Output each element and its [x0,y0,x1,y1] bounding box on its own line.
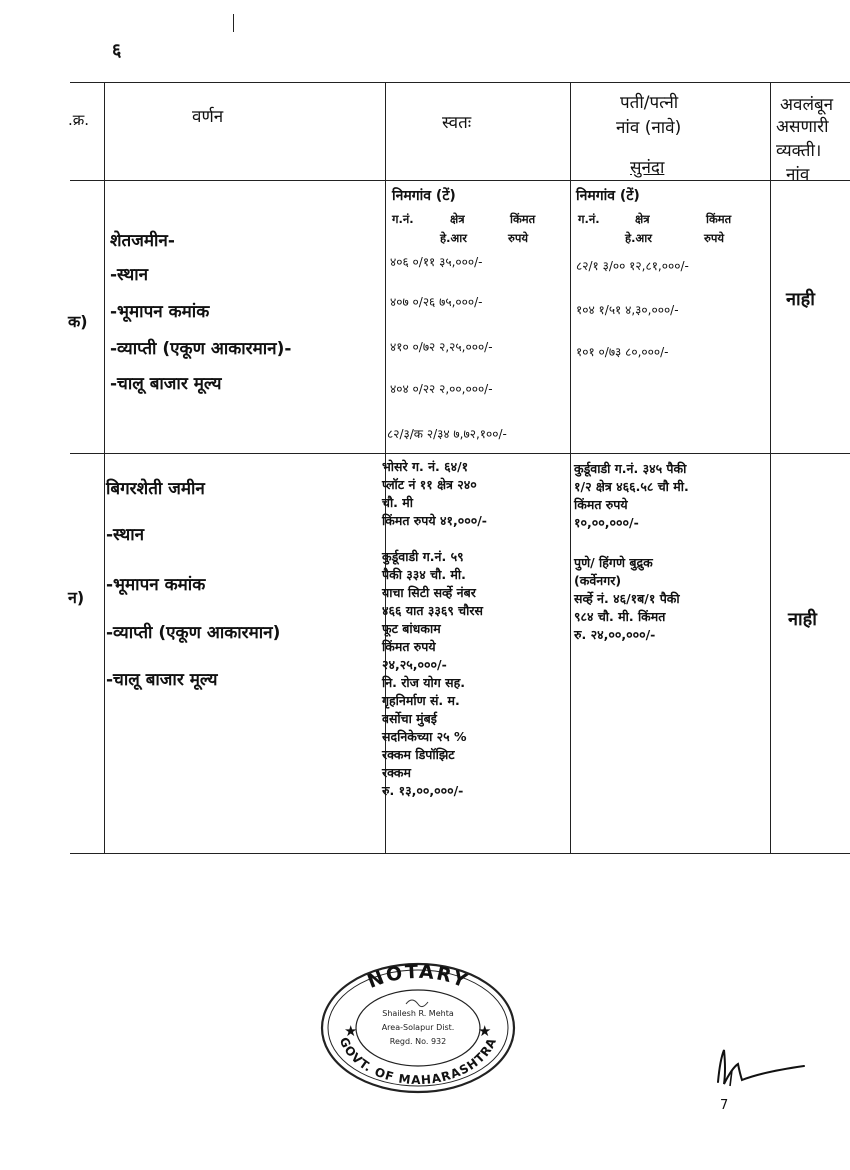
row-n-self-details [382,458,568,800]
header-dependent-line1: अवलंबून [780,95,834,115]
seal-star-icon: ★ [478,1022,492,1040]
seal-line-2: Area-Solapur Dist. [381,1023,455,1032]
row-k-self-entry: ४०४ ०/२२ २,००,०००/- [390,382,493,396]
row-n-item-extent: -व्याप्ती (एकूण आकारमान) [106,623,281,643]
row-k-self-entry: ८२/३/क २/३४ ७,७२,१००/- [387,427,507,441]
table-bottom-border [70,853,850,854]
col-divider-1 [104,82,105,853]
row-k-item-survey: -भूमापन कमांक [110,302,210,322]
row-k-item-extent: -व्याप्ती (एकूण आकारमान)- [110,339,292,359]
row-n-item-place: -स्थान [106,525,145,545]
seal-star-icon: ★ [344,1022,358,1040]
row-n-self-line: नि. रोज योग सह. [382,675,465,690]
header-index: .क्र. [68,111,90,129]
row-n-self-line: वर्सोचा मुंबई [382,711,437,726]
row-n-dependent: नाही [788,609,817,630]
row-n-self-line: फूट बांधकाम [382,621,441,636]
notary-seal [318,960,518,1095]
row-k-self-head-gn: ग.नं. [392,212,414,226]
row-k-self-head-price2: रुपये [508,231,529,245]
header-dependent-line2: असणारी [776,117,829,137]
row-k-self-entry: ४०७ ०/२६ ७५,०००/- [390,295,483,309]
row-k-self-head-price: किंमत [510,212,536,226]
row-k-index: क) [68,312,88,331]
row-n-spouse-line: सर्व्हे नं. ४६/१ब/१ पैकी [574,591,680,606]
header-spouse-name: सुनंदा [630,158,665,178]
row-n-spouse-line: ९८४ चौ. मी. किंमत [574,609,666,624]
row-n-self-line: चौ. मी [382,495,413,510]
header-description: वर्णन [192,107,224,127]
header-dependent-line4: नांव [786,165,810,185]
col-divider-3 [570,82,571,853]
row-n-self-line: रक्कम [382,765,412,780]
row-k-spouse-entry: १०१ ०/७३ ८०,०००/- [576,345,669,359]
row-n-self-line [382,530,568,548]
row-n-self-line: किंमत रुपये [382,639,436,654]
row-n-spouse-line: कुर्डूवाडी ग.नं. ३४५ पैकी [574,461,687,476]
row-n-index: न) [68,588,85,607]
row-k-item-place: -स्थान [110,265,149,285]
row-n-self-line: भोसरे ग. नं. ६४/१ [382,459,469,474]
row-n-spouse-details [574,460,768,644]
row-k-dependent: नाही [786,289,815,310]
seal-signature-scribble [406,1000,428,1007]
row-n-self-line: प्लॉट नं ११ क्षेत्र २४० [382,477,477,492]
row-n-self-line: ४६६ यात ३३६९ चौरस [382,603,483,618]
col-divider-4 [770,82,771,853]
row-n-item-survey: -भूमापन कमांक [106,575,206,595]
row-k-spouse-head-area: क्षेत्र [635,212,650,226]
seal-top-text: NOTARY [364,960,472,993]
header-spouse-line2: नांव (नावे) [616,118,682,138]
seal-line-1: Shailesh R. Mehta [382,1009,454,1018]
notary-seal-graphic [318,960,518,1095]
corner-mark: ६ [112,40,122,61]
row-k-spouse-head-price2: रुपये [704,231,725,245]
row-k-spouse-place: निमगांव (टें) [576,188,640,204]
signature [712,1040,812,1095]
row-k-bottom-border [70,453,850,454]
row-n-self-line: कुर्डूवाडी ग.नं. ५९ [382,549,464,564]
row-k-item-value: -चालू बाजार मूल्य [110,374,222,394]
page-number: 7 [720,1098,729,1113]
row-n-self-line: सदनिकेच्या २५ % [382,729,467,744]
row-k-self-head-area2: हे.आर [440,231,467,245]
row-n-self-line: याचा सिटी सर्व्हे नंबर [382,585,476,600]
row-n-spouse-line: रु. २४,००,०००/- [574,627,656,642]
seal-line-3: Regd. No. 932 [389,1037,447,1046]
row-n-self-line: २४,२५,०००/- [382,657,447,672]
row-n-self-line: किंमत रुपये ४१,०००/- [382,513,487,528]
table-top-border [70,82,850,83]
row-n-self-line: पैकी ३३४ चौ. मी. [382,567,466,582]
row-n-self-line: रक्कम डिपॉझिट [382,747,455,762]
row-k-title: शेतजमीन- [110,231,175,251]
row-n-item-value: -चालू बाजार मूल्य [106,670,218,690]
row-n-spouse-line: १/२ क्षेत्र ४६६.५८ चौ मी. [574,479,689,494]
row-k-self-head-area: क्षेत्र [450,212,465,226]
row-n-title: बिगरशेती जमीन [106,479,205,499]
header-dependent-line3: व्यक्ती। [776,141,822,161]
row-k-self-entry: ४१० ०/७२ २,२५,०००/- [390,340,493,354]
row-k-spouse-head-area2: हे.आर [625,231,652,245]
stray-mark [233,14,234,32]
seal-bottom-text: GOVT. OF MAHARASHTRA [336,1035,500,1088]
header-bottom-border [70,180,850,181]
row-k-spouse-entry: १०४ १/५१ ४,३०,०००/- [576,303,679,317]
row-n-spouse-line [574,532,768,554]
row-k-spouse-head-gn: ग.नं. [578,212,600,226]
row-k-spouse-head-price: किंमत [706,212,732,226]
svg-text:NOTARY [364,961,471,993]
row-n-spouse-line: १०,००,०००/- [574,515,639,530]
row-n-self-line: रु. १३,००,०००/- [382,783,464,798]
row-k-self-entry: ४०६ ०/११ ३५,०००/- [390,255,483,269]
row-n-self-line: गृहनिर्माण सं. म. [382,693,460,708]
row-k-self-place: निमगांव (टें) [392,188,456,204]
row-n-spouse-line: (कर्वेनगर) [574,573,622,588]
row-k-spouse-entry: ८२/१ ३/०० १२,८१,०००/- [576,259,689,273]
header-spouse-line1: पती/पत्नी [620,93,679,113]
row-n-spouse-line: किंमत रुपये [574,497,628,512]
header-self: स्वतः [442,113,472,133]
row-n-spouse-line: पुणे/ हिंगणे बुद्रुक [574,555,653,570]
